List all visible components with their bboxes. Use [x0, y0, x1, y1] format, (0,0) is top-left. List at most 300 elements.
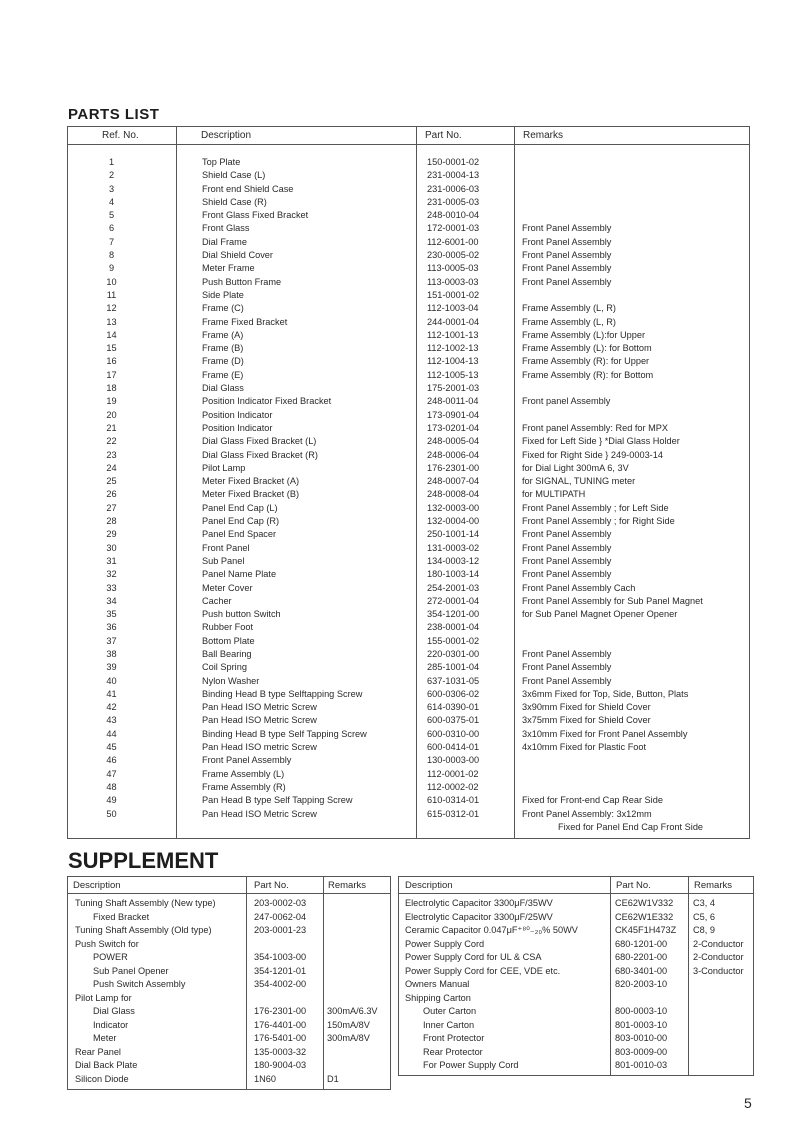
- description-cell: Position Indicator Fixed Bracket: [202, 396, 332, 407]
- ref-no-cell: 27: [106, 502, 117, 513]
- description-cell: For Power Supply Cord: [423, 1060, 519, 1070]
- part-no-cell: 134-0003-12: [427, 555, 480, 566]
- table-row: [68, 1073, 390, 1087]
- description-cell: Side Plate: [202, 289, 244, 300]
- table-row: [68, 1019, 390, 1033]
- table-row: [68, 621, 749, 634]
- parts-table-body: [68, 156, 749, 832]
- part-no-cell: 637-1031-05: [427, 675, 480, 686]
- description-cell: Tuning Shaft Assembly (New type): [75, 898, 216, 908]
- ref-no-cell: 6: [108, 223, 115, 234]
- ref-no-cell: 7: [108, 236, 115, 247]
- part-no-cell: 231-0005-03: [427, 196, 480, 207]
- remarks-cell: Frame Assembly (L):for Upper: [522, 329, 646, 340]
- table-row: [68, 262, 749, 275]
- parts-table: [67, 126, 750, 839]
- part-no-cell: 800-0003-10: [615, 1006, 668, 1016]
- part-no-cell: 112-6001-00: [427, 236, 479, 247]
- part-no-cell: 354-1201-01: [254, 965, 307, 976]
- part-no-cell: 615-0312-01: [427, 808, 480, 819]
- description-cell: Outer Carton: [423, 1006, 477, 1016]
- part-no-cell: 112-1001-13: [427, 329, 479, 340]
- table-row: [68, 728, 749, 741]
- table-row: [68, 236, 749, 249]
- remarks-cell: C8, 9: [693, 925, 715, 935]
- table-row: [399, 924, 753, 938]
- description-cell: Pan Head ISO Metric Screw: [202, 702, 317, 713]
- description-cell: Front end Shield Case: [202, 183, 294, 194]
- remarks-cell: Front Panel Assembly: [522, 263, 612, 274]
- remarks-cell: C5, 6: [693, 911, 715, 922]
- part-no-cell: 132-0004-00: [427, 516, 480, 527]
- remarks-cell: Fixed for Right Side } 249-0003-14: [522, 449, 663, 460]
- remarks-cell: Front Panel Assembly: [522, 236, 612, 247]
- ref-no-cell: 11: [106, 289, 117, 300]
- part-no-cell: 231-0004-13: [427, 170, 480, 181]
- table-row: [399, 1046, 753, 1060]
- part-no-cell: 250-1001-14: [427, 529, 480, 540]
- table-row: [68, 781, 749, 794]
- ref-no-cell: 31: [106, 555, 117, 566]
- table-row: [68, 768, 749, 781]
- part-no-cell: 248-0005-04: [427, 436, 480, 447]
- ref-no-cell: 47: [106, 768, 117, 779]
- description-cell: Shield Case (R): [202, 196, 267, 207]
- part-no-cell: 176-2301-00: [427, 462, 480, 473]
- table-row: [68, 395, 749, 408]
- header-part-no: Part No.: [616, 880, 651, 891]
- description-cell: Frame (E): [202, 369, 244, 380]
- description-cell: Electrolytic Capacitor 3300μF/35WV: [405, 898, 553, 908]
- table-row: [68, 1032, 390, 1046]
- description-cell: Dial Glass: [93, 1006, 135, 1016]
- description-cell: Push Switch for: [75, 938, 139, 949]
- table-row: [68, 209, 749, 222]
- remarks-cell: Front panel Assembly: [522, 396, 611, 407]
- ref-no-cell: 23: [106, 449, 117, 460]
- description-cell: POWER: [93, 952, 128, 962]
- part-no-cell: 610-0314-01: [427, 795, 480, 806]
- part-no-cell: CK45F1H473Z: [615, 925, 677, 935]
- description-cell: Rubber Foot: [202, 622, 254, 633]
- remarks-cell: Front Panel Assembly: [522, 648, 612, 659]
- table-row: [399, 992, 753, 1006]
- description-cell: Front Protector: [423, 1033, 485, 1043]
- description-cell: Electrolytic Capacitor 3300μF/25WV: [405, 911, 553, 922]
- ref-no-cell: 1: [108, 157, 115, 167]
- part-no-cell: 131-0003-02: [427, 542, 480, 553]
- remarks-cell: Front Panel Assembly: [522, 223, 612, 234]
- description-cell: Dial Frame: [202, 236, 247, 247]
- supplement-right-body: [399, 897, 753, 1073]
- table-row: [68, 965, 390, 979]
- remarks-cell: Front Panel Assembly ; for Right Side: [522, 516, 675, 527]
- table-row: [68, 911, 390, 925]
- part-no-cell: 172-0001-03: [427, 223, 480, 234]
- ref-no-cell: 9: [108, 263, 115, 274]
- remarks-cell: D1: [327, 1073, 339, 1084]
- table-row: [68, 542, 749, 555]
- description-cell: Owners Manual: [405, 979, 470, 989]
- ref-no-cell: 16: [106, 356, 117, 367]
- header-ref: Ref. No.: [102, 130, 139, 141]
- remarks-cell: C3, 4: [693, 898, 715, 908]
- description-cell: Inner Carton: [423, 1019, 475, 1030]
- part-no-cell: 248-0008-04: [427, 489, 480, 500]
- remarks-cell: Front Panel Assembly for Sub Panel Magnet: [522, 595, 703, 606]
- remarks-cell: 300mA/8V: [327, 1033, 370, 1043]
- table-row: [68, 741, 749, 754]
- part-no-cell: 132-0003-00: [427, 502, 480, 513]
- table-row: [68, 528, 749, 541]
- description-cell: Shield Case (L): [202, 170, 266, 181]
- table-row: [68, 449, 749, 462]
- table-row: [68, 924, 390, 938]
- table-row: [68, 169, 749, 182]
- remarks-cell: Front Panel Assembly: [522, 569, 612, 580]
- description-cell: Ceramic Capacitor 0.047μF⁺⁸⁰₋₂₀% 50WV: [405, 925, 578, 935]
- description-cell: Rear Panel: [75, 1046, 121, 1057]
- part-no-cell: 614-0390-01: [427, 702, 480, 713]
- description-cell: Dial Glass Fixed Bracket (L): [202, 436, 317, 447]
- remarks-cell: for SIGNAL, TUNING meter: [522, 476, 636, 487]
- part-no-cell: 803-0009-00: [615, 1046, 668, 1057]
- part-no-cell: 150-0001-02: [427, 157, 480, 167]
- ref-no-cell: 8: [108, 250, 115, 261]
- ref-no-cell: 19: [106, 396, 117, 407]
- table-row: [68, 992, 390, 1006]
- ref-no-cell: 37: [106, 635, 117, 646]
- remarks-cell: Frame Assembly (L): for Bottom: [522, 343, 652, 354]
- description-cell: Pan Head ISO Metric Screw: [202, 808, 317, 819]
- part-no-cell: 248-0010-04: [427, 210, 480, 221]
- ref-no-cell: 30: [106, 542, 117, 553]
- part-no-cell: 151-0001-02: [427, 289, 480, 300]
- remarks-cell: Fixed for Front-end Cap Rear Side: [522, 795, 663, 806]
- ref-no-cell: 39: [106, 662, 117, 673]
- header-remarks: Remarks: [523, 130, 564, 141]
- description-cell: Position Indicator: [202, 422, 273, 433]
- remarks-cell: 2-Conductor: [693, 952, 744, 962]
- part-no-cell: 600-0375-01: [427, 715, 480, 726]
- remarks-cell: Frame Assembly (R): for Upper: [522, 356, 650, 367]
- remarks-cell: Front Panel Assembly: [522, 662, 612, 673]
- ref-no-cell: 15: [106, 343, 117, 354]
- table-row: [399, 911, 753, 925]
- table-row: [68, 302, 749, 315]
- description-cell: Frame (B): [202, 343, 244, 354]
- description-cell: Meter: [93, 1033, 117, 1043]
- part-no-cell: 203-0002-03: [254, 898, 307, 908]
- ref-no-cell: 29: [106, 529, 117, 540]
- remarks-continuation-cell: Fixed for Panel End Cap Front Side: [558, 821, 704, 832]
- table-row: [68, 1005, 390, 1019]
- table-row: [68, 701, 749, 714]
- table-row: [68, 369, 749, 382]
- ref-no-cell: 17: [106, 369, 117, 380]
- header-remarks: Remarks: [694, 880, 733, 891]
- part-no-cell: 680-3401-00: [615, 965, 668, 976]
- table-row: [68, 938, 390, 952]
- description-cell: Tuning Shaft Assembly (Old type): [75, 925, 212, 935]
- header-description: Description: [405, 880, 453, 891]
- table-row: [68, 196, 749, 209]
- description-cell: Pan Head ISO Metric Screw: [202, 715, 317, 726]
- ref-no-cell: 21: [106, 422, 117, 433]
- part-no-cell: 600-0414-01: [427, 742, 480, 753]
- remarks-cell: Front Panel Assembly: [522, 276, 612, 287]
- table-row: [68, 342, 749, 355]
- table-row: [68, 289, 749, 302]
- remarks-cell: for MULTIPATH: [522, 489, 586, 500]
- description-cell: Meter Fixed Bracket (B): [202, 489, 300, 500]
- table-row: [68, 1046, 390, 1060]
- part-no-cell: 801-0003-10: [615, 1019, 668, 1030]
- table-row: [68, 462, 749, 475]
- table-row: [68, 488, 749, 501]
- part-no-cell: 135-0003-32: [254, 1046, 307, 1057]
- part-no-cell: 231-0006-03: [427, 183, 480, 194]
- part-no-cell: 285-1001-04: [427, 662, 480, 673]
- description-cell: Indicator: [93, 1019, 129, 1030]
- remarks-cell: 3x90mm Fixed for Shield Cover: [522, 702, 651, 713]
- part-no-cell: 130-0003-00: [427, 755, 480, 766]
- ref-no-cell: 28: [106, 516, 117, 527]
- supplement-left-body: [68, 897, 390, 1086]
- part-no-cell: 230-0005-02: [427, 250, 480, 261]
- ref-no-cell: 48: [106, 781, 117, 792]
- parts-list-title: PARTS LIST: [68, 106, 160, 123]
- description-cell: Bottom Plate: [202, 635, 255, 646]
- table-row: [68, 648, 749, 661]
- ref-no-cell: 44: [106, 728, 117, 739]
- parts-table-header: [68, 127, 749, 145]
- remarks-cell: 150mA/8V: [327, 1019, 370, 1030]
- table-row: [399, 1019, 753, 1033]
- table-row: [399, 951, 753, 965]
- part-no-cell: 113-0003-03: [427, 276, 479, 287]
- part-no-cell: 600-0306-02: [427, 688, 480, 699]
- header-part-no: Part No.: [425, 130, 462, 141]
- table-row: [68, 502, 749, 515]
- part-no-cell: 354-4002-00: [254, 979, 307, 989]
- description-cell: Sub Panel Opener: [93, 965, 169, 976]
- description-cell: Pilot Lamp: [202, 462, 246, 473]
- description-cell: Pilot Lamp for: [75, 992, 132, 1003]
- table-row: [68, 409, 749, 422]
- table-row: [68, 897, 390, 911]
- header-part-no: Part No.: [254, 880, 289, 891]
- description-cell: Top Plate: [202, 157, 241, 167]
- supplement-right-table: [398, 876, 754, 1076]
- part-no-cell: 203-0001-23: [254, 925, 307, 935]
- part-no-cell: 248-0006-04: [427, 449, 480, 460]
- description-cell: Dial Glass Fixed Bracket (R): [202, 449, 318, 460]
- table-row: [68, 183, 749, 196]
- table-row: [68, 582, 749, 595]
- description-cell: Panel Name Plate: [202, 569, 277, 580]
- remarks-cell: 4x10mm Fixed for Plastic Foot: [522, 742, 647, 753]
- part-no-cell: 112-1002-13: [427, 343, 479, 354]
- ref-no-cell: 18: [106, 383, 117, 394]
- table-row: [68, 249, 749, 262]
- part-no-cell: 180-1003-14: [427, 569, 480, 580]
- table-row: [68, 276, 749, 289]
- header-description: Description: [201, 130, 252, 141]
- table-row: [399, 1059, 753, 1073]
- table-row: [68, 661, 749, 674]
- ref-no-cell: 45: [106, 742, 117, 753]
- description-cell: Frame (D): [202, 356, 244, 367]
- part-no-cell: 244-0001-04: [427, 316, 480, 327]
- part-no-cell: 238-0001-04: [427, 622, 480, 633]
- part-no-cell: 1N60: [254, 1073, 276, 1084]
- part-no-cell: 354-1003-00: [254, 952, 307, 962]
- page-number: 5: [744, 1095, 752, 1111]
- table-row: [399, 1005, 753, 1019]
- description-cell: Binding Head B type Self Tapping Screw: [202, 728, 367, 739]
- description-cell: Panel End Cap (R): [202, 516, 280, 527]
- description-cell: Panel End Cap (L): [202, 502, 278, 513]
- ref-no-cell: 2: [108, 170, 115, 181]
- ref-no-cell: 26: [106, 489, 117, 500]
- ref-no-cell: 20: [106, 409, 117, 420]
- part-no-cell: 600-0310-00: [427, 728, 480, 739]
- supplement-right-header: [399, 877, 753, 894]
- description-cell: Power Supply Cord for CEE, VDE etc.: [405, 965, 561, 976]
- description-cell: Power Supply Cord for UL & CSA: [405, 952, 542, 962]
- ref-no-cell: 49: [106, 795, 117, 806]
- table-row: [68, 595, 749, 608]
- description-cell: Fixed Bracket: [93, 911, 150, 922]
- table-row: [68, 316, 749, 329]
- description-cell: Frame Assembly (R): [202, 781, 286, 792]
- table-row: [68, 608, 749, 621]
- part-no-cell: 180-9004-03: [254, 1060, 307, 1070]
- description-cell: Frame Assembly (L): [202, 768, 285, 779]
- description-cell: Rear Protector: [423, 1046, 483, 1057]
- part-no-cell: 155-0001-02: [427, 635, 480, 646]
- description-cell: Dial Glass: [202, 383, 244, 394]
- ref-no-cell: 13: [106, 316, 117, 327]
- description-cell: Push button Switch: [202, 609, 281, 620]
- supplement-title: SUPPLEMENT: [68, 848, 219, 873]
- remarks-cell: 3x10mm Fixed for Front Panel Assembly: [522, 728, 688, 739]
- remarks-cell: Frame Assembly (R): for Bottom: [522, 369, 654, 380]
- remarks-cell: Front Panel Assembly: [522, 250, 612, 261]
- part-no-cell: 112-1004-13: [427, 356, 479, 367]
- part-no-cell: 820-2003-10: [615, 979, 668, 989]
- part-no-cell: CE62W1E332: [615, 911, 674, 922]
- part-no-cell: 680-1201-00: [615, 938, 668, 949]
- remarks-cell: Front Panel Assembly: [522, 555, 612, 566]
- table-row: [68, 794, 749, 807]
- description-cell: Push Switch Assembly: [93, 979, 186, 989]
- description-cell: Position Indicator: [202, 409, 273, 420]
- part-no-cell: 173-0901-04: [427, 409, 480, 420]
- remarks-cell: 300mA/6.3V: [327, 1006, 378, 1016]
- table-row: [68, 475, 749, 488]
- part-no-cell: 112-0001-02: [427, 768, 479, 779]
- table-row: [68, 635, 749, 648]
- table-row: [68, 156, 749, 169]
- part-no-cell: CE62W1V332: [615, 898, 674, 908]
- remarks-cell: Front Panel Assembly: [522, 542, 612, 553]
- header-description: Description: [73, 880, 121, 891]
- table-row: [399, 965, 753, 979]
- description-cell: Frame (C): [202, 303, 244, 314]
- remarks-cell: 2-Conductor: [693, 938, 744, 949]
- table-row: [68, 688, 749, 701]
- table-row: [399, 897, 753, 911]
- part-no-cell: 112-1003-04: [427, 303, 479, 314]
- remarks-cell: Fixed for Left Side } *Dial Glass Holder: [522, 436, 680, 447]
- description-cell: Front Glass: [202, 223, 250, 234]
- table-row: [68, 555, 749, 568]
- description-cell: Cacher: [202, 595, 232, 606]
- part-no-cell: 254-2001-03: [427, 582, 480, 593]
- part-no-cell: 176-2301-00: [254, 1006, 307, 1016]
- remarks-cell: 3x75mm Fixed for Shield Cover: [522, 715, 651, 726]
- ref-no-cell: 22: [106, 436, 117, 447]
- description-cell: Binding Head B type Selftapping Screw: [202, 688, 363, 699]
- table-row: [399, 1032, 753, 1046]
- table-row: [68, 382, 749, 395]
- ref-no-cell: 14: [106, 329, 117, 340]
- table-row: [68, 978, 390, 992]
- supplement-left-header: [68, 877, 390, 894]
- remarks-cell: Front Panel Assembly ; for Left Side: [522, 502, 669, 513]
- part-no-cell: 248-0007-04: [427, 476, 480, 487]
- table-row: [68, 951, 390, 965]
- remarks-cell: Frame Assembly (L, R): [522, 303, 616, 314]
- ref-no-cell: 3: [108, 183, 115, 194]
- ref-no-cell: 25: [106, 476, 117, 487]
- supplement-left-table: [67, 876, 391, 1090]
- remarks-cell: Front panel Assembly: Red for MPX: [522, 422, 669, 433]
- ref-no-cell: 33: [106, 582, 117, 593]
- remarks-cell: Front Panel Assembly: [522, 675, 612, 686]
- remarks-cell: Front Panel Assembly: [522, 529, 612, 540]
- table-row: [68, 329, 749, 342]
- description-cell: Frame (A): [202, 329, 244, 340]
- description-cell: Pan Head ISO metric Screw: [202, 742, 317, 753]
- table-row: [68, 754, 749, 767]
- description-cell: Shipping Carton: [405, 992, 471, 1003]
- ref-no-cell: 36: [106, 622, 117, 633]
- table-row: [68, 435, 749, 448]
- part-no-cell: 220-0301-00: [427, 648, 480, 659]
- part-no-cell: 175-2001-03: [427, 383, 480, 394]
- description-cell: Front Panel: [202, 542, 250, 553]
- part-no-cell: 248-0011-04: [427, 396, 479, 407]
- ref-no-cell: 4: [108, 196, 115, 207]
- remarks-cell: Front Panel Assembly Cach: [522, 582, 636, 593]
- ref-no-cell: 10: [106, 276, 117, 287]
- description-cell: Dial Back Plate: [75, 1060, 138, 1070]
- part-no-cell: 173-0201-04: [427, 422, 480, 433]
- table-row: [68, 355, 749, 368]
- part-no-cell: 247-0062-04: [254, 911, 307, 922]
- part-no-cell: 112-0002-02: [427, 781, 479, 792]
- table-row: [68, 515, 749, 528]
- ref-no-cell: 35: [106, 609, 117, 620]
- part-no-cell: 680-2201-00: [615, 952, 668, 962]
- table-row: [68, 222, 749, 235]
- description-cell: Dial Shield Cover: [202, 250, 273, 261]
- part-no-cell: 801-0010-03: [615, 1060, 668, 1070]
- table-row: [399, 978, 753, 992]
